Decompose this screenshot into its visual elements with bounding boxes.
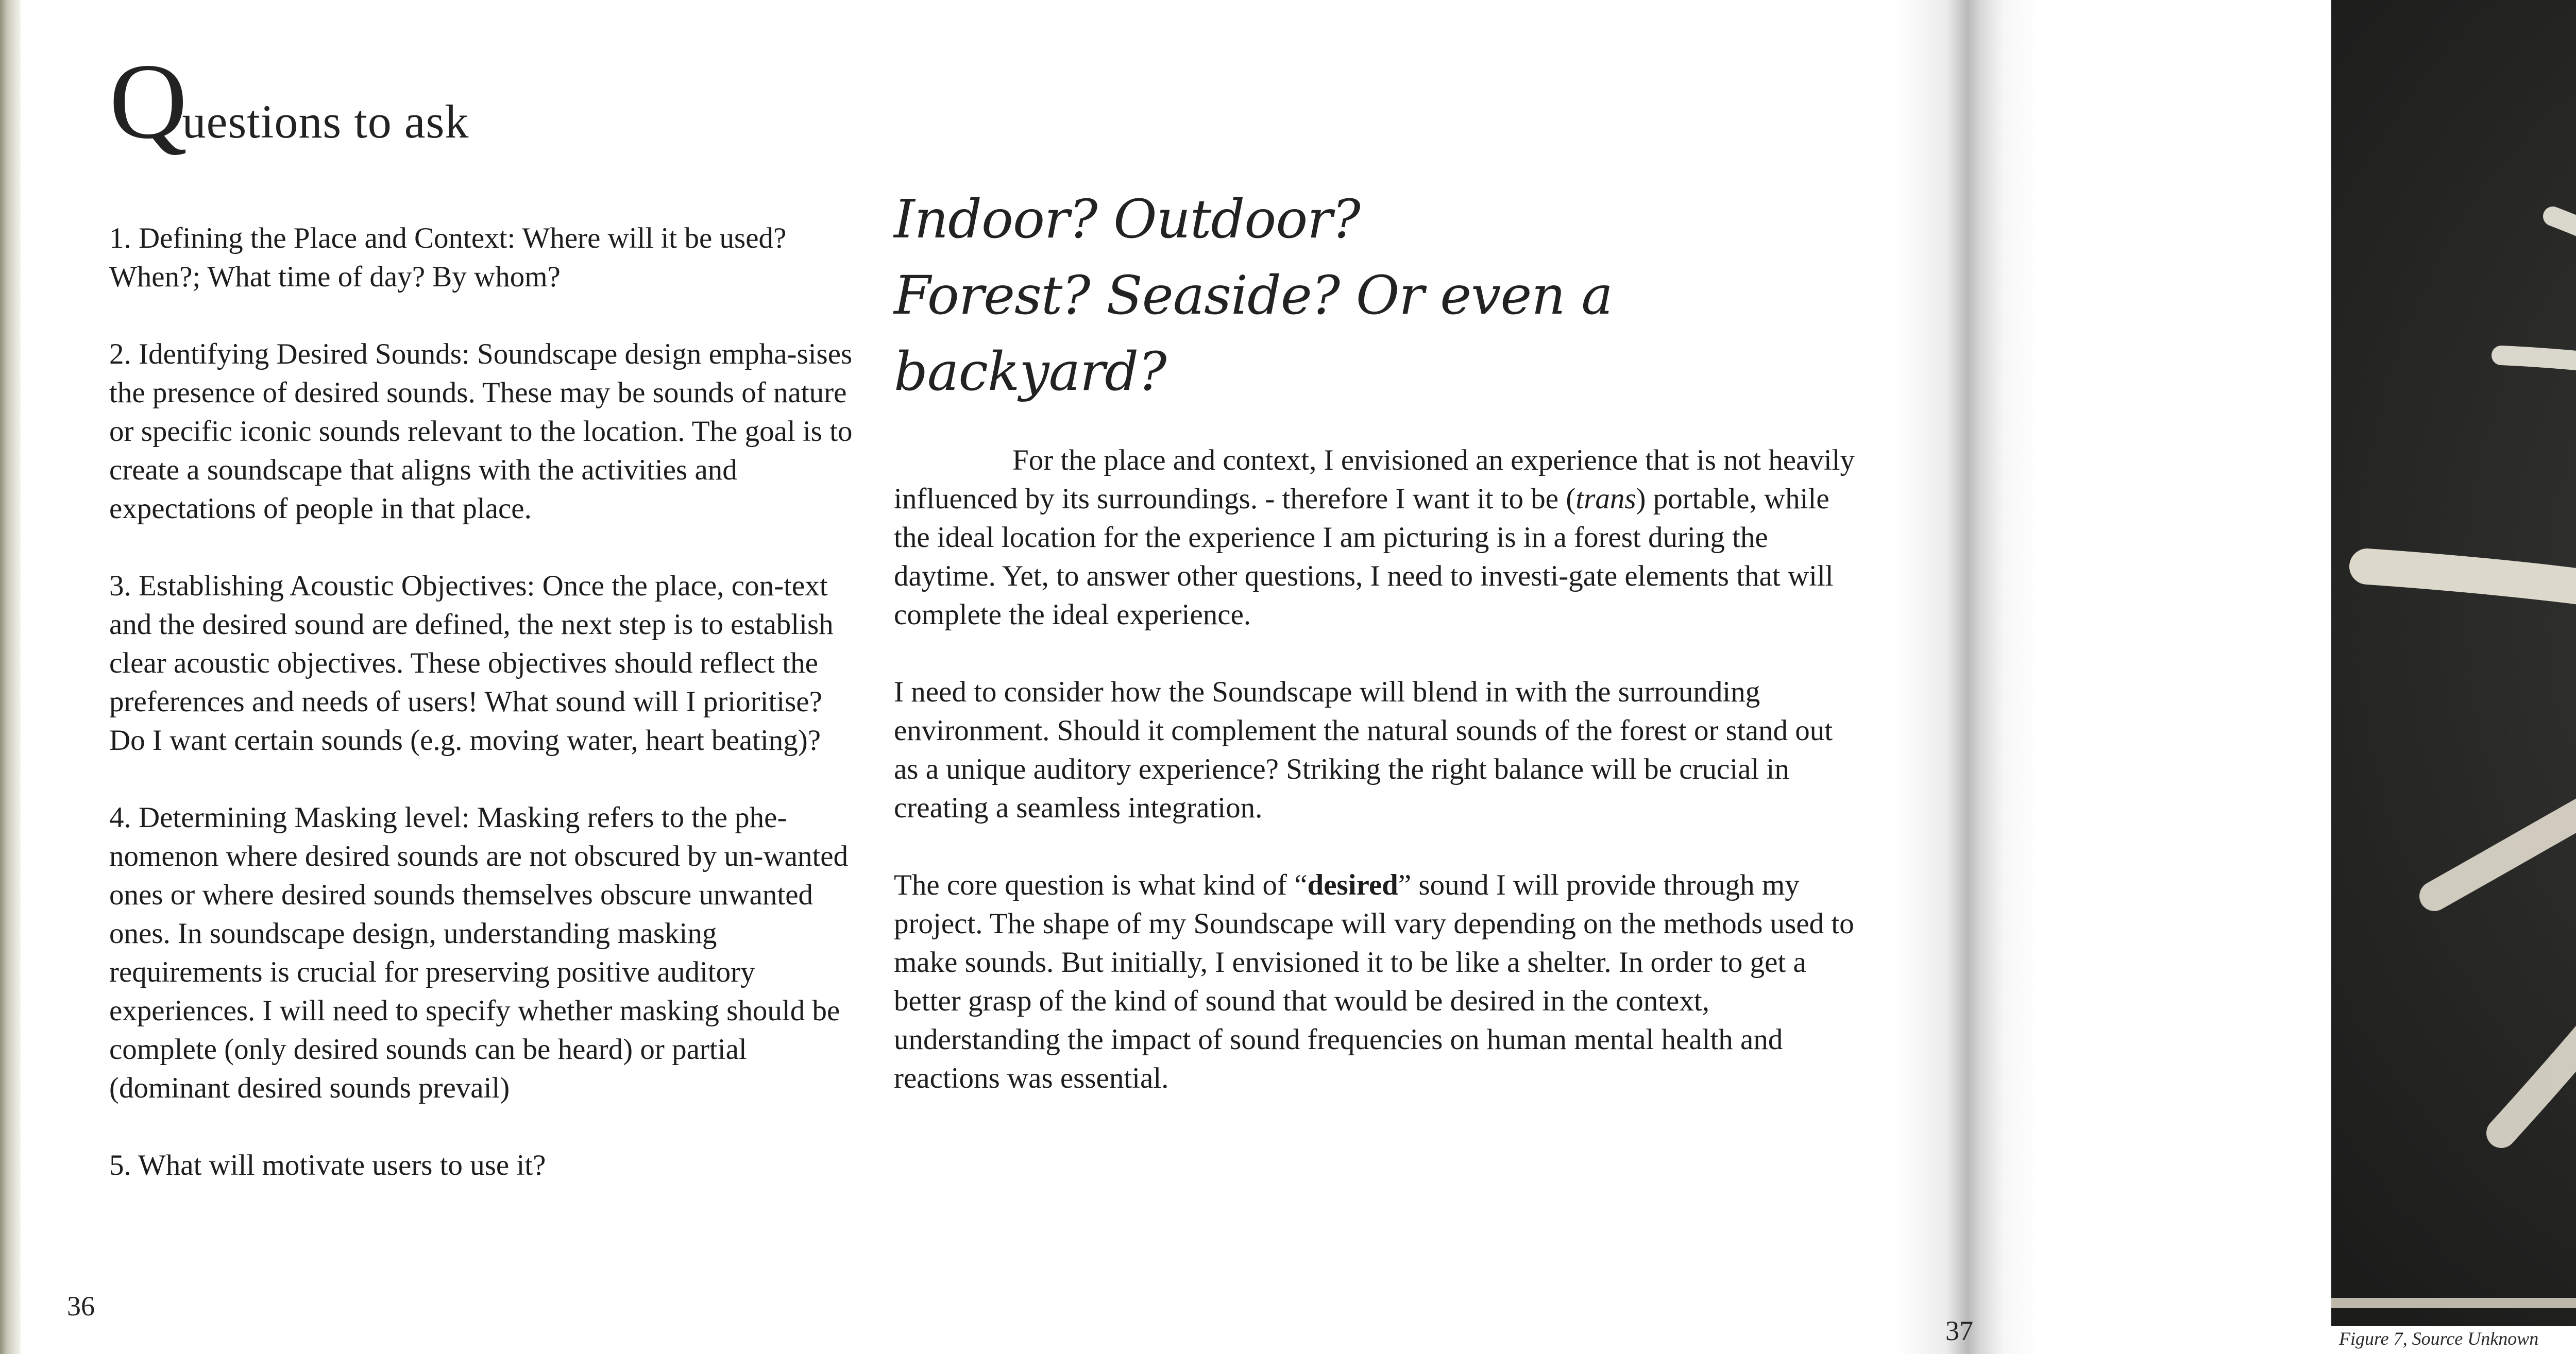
question-5: 5. What will motivate users to use it? [109, 1149, 546, 1181]
title-text: uestions to ask [182, 95, 469, 148]
paragraph-desired-sound [894, 866, 1862, 1098]
emphasis-text: trans [1575, 483, 1636, 515]
question-1: 1. Defining the Place and Context: Where will it be used? When?; What time of day? By whom? [109, 222, 787, 293]
heading-line-1: Indoor? Outdoor? [894, 188, 1360, 250]
title-drop-cap: Q [109, 42, 188, 161]
page-number-right: 37 [1945, 1315, 1973, 1346]
context-column [894, 181, 1862, 1136]
heading-line-2: Forest? Seaside? Or even a backyard? [894, 265, 1613, 403]
book-gutter [1896, 0, 2040, 1354]
questions-column [109, 219, 861, 1223]
page-number-left: 36 [67, 1291, 95, 1322]
page-title [109, 42, 469, 161]
question-3: 3. Establishing Acoustic Objectives: Once the place, con-text and the desired sound are defined, the next step is to establish clear acoustic objectives. These objectives should reflect the preferences and needs of users! What sound will I prioritise? Do I want certain sounds (e.g. moving water, heart beating)? [109, 570, 834, 757]
paragraph-text: The core question is what kind of “ [894, 869, 1308, 901]
figure-caption: Figure 7, Source Unknown [2339, 1328, 2539, 1349]
bold-text: desired [1307, 869, 1398, 901]
paragraph-environment: I need to consider how the Soundscape will blend in with the surrounding environment. Should it complement the natural sounds of the forest or stand out as a unique auditory experience? Striking the right balance will be crucial in creating a seamless integration. [894, 676, 1833, 824]
paragraph-place-context [894, 441, 1862, 634]
paragraph-text: ) portable, while the ideal location for the experience I am picturing is in a forest during the daytime. Yet, to answer other questions, I need to investi-gate elements that will complete the ideal experience. [894, 483, 1834, 631]
paragraph-text: ” sound I will provide through my project. The shape of my Soundscape will vary depending on the methods used to make sounds. But initially, I envisioned it to be like a shelter. In order to get a better grasp of the kind of sound that would be desired in the context, understanding the impact of sound frequencies on human mental health and reactions was essential. [894, 869, 1854, 1094]
section-heading [894, 181, 1862, 410]
dancer-photograph [2331, 0, 2576, 1326]
multiple-exposure-dancer-image [2331, 0, 2576, 1326]
question-2: 2. Identifying Desired Sounds: Soundscape design empha-sises the presence of desired sounds. These may be sounds of nature or specific iconic sounds relevant to the location. The goal is to create a soundscape that aligns with the activities and expectations of people in that place. [109, 338, 853, 525]
question-4: 4. Determining Masking level: Masking refers to the phe-nomenon where desired sounds are not obscured by un-wanted ones or where desired sounds themselves obscure unwanted ones. In soundscape design, understanding masking requirements is crucial for preserving positive auditory experiences. I will need to specify whether masking should be complete (only desired sounds can be heard) or partial (dominant desired sounds prevail) [109, 801, 849, 1104]
page-edge-shadow [0, 0, 21, 1354]
paragraph-text: For the place and context, I envisioned an experience that is not heavily influenced by its surroundings. - therefore I want it to be ( [894, 444, 1855, 515]
